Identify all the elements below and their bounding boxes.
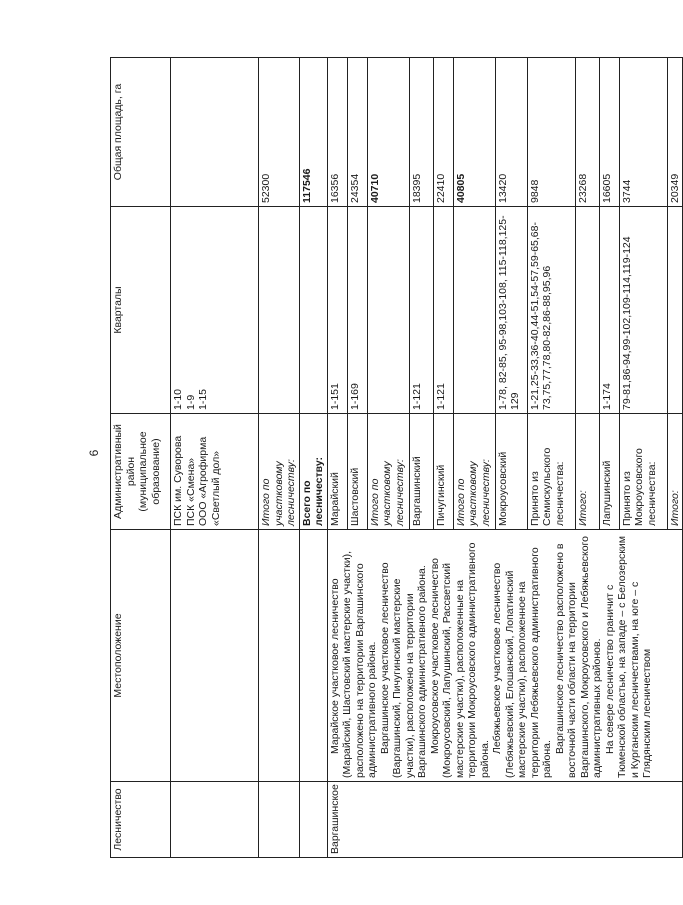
quarters-cell	[575, 207, 599, 414]
area-cell: 20349	[667, 58, 683, 207]
quarters-cell: 1-121	[409, 207, 433, 414]
area-cell: 3744	[619, 58, 667, 207]
table-row	[259, 58, 300, 858]
forestry-name-cell: Варгашинское	[327, 782, 683, 858]
location-cell	[299, 530, 327, 782]
page-number: 6	[87, 449, 101, 457]
header-location: Местоположение	[111, 530, 171, 782]
district-cell: Принято из Мокроусовского лесничества:	[619, 414, 667, 530]
area-cell: 9848	[527, 58, 575, 207]
table-header-row	[111, 58, 171, 858]
area-cell	[171, 58, 259, 207]
header-area: Общая площадь, га	[111, 58, 171, 207]
quarters-cell: 1-10 1-9 1-15	[171, 207, 259, 414]
rotated-table-container	[110, 58, 681, 858]
forestry-cell	[299, 782, 327, 858]
table-row	[327, 58, 347, 858]
quarters-cell	[299, 207, 327, 414]
district-cell: Принято из Семискульского лесничества:	[527, 414, 575, 530]
district-cell: Итого по участковому лесничеству:	[453, 414, 495, 530]
area-cell: 18395	[409, 58, 433, 207]
header-admin-district: Административный район (муниципальное образование)	[111, 414, 171, 530]
area-cell: 40805	[453, 58, 495, 207]
quarters-cell: 1-78, 82-85, 95-98,103-108, 115-118,125-129	[495, 207, 527, 414]
header-quarters: Кварталы	[111, 207, 171, 414]
quarters-cell: 1-121	[433, 207, 453, 414]
location-paragraph: Варгашинское лесничество расположено в восточной части области на территории Варгашинского, Мокроусовского и Лебяжьевского административных районов.	[553, 536, 603, 778]
quarters-cell: 1-174	[599, 207, 619, 414]
table-row	[299, 58, 327, 858]
location-paragraph: На севере лесничество граничит с Тюменской областью, на западе – с Белозерским и Курганским лесничествами, на юге – с Глядянским лесничеством	[603, 536, 653, 778]
quarters-cell: 1-21,25-33,36-40,44-51,54-57,59-65,68-73,75,77,78,80-82,86-88,95,96	[527, 207, 575, 414]
area-cell: 16356	[327, 58, 347, 207]
quarters-cell	[453, 207, 495, 414]
forestry-table-frame	[110, 58, 681, 858]
quarters-cell	[259, 207, 300, 414]
area-cell: 23268	[575, 58, 599, 207]
forestry-cell	[259, 782, 300, 858]
location-paragraph: Варгашинское участковое лесничество (Варгашинский, Пичугинский мастерские участки), расположено на территории Варгашинского административного района.	[378, 562, 428, 778]
quarters-cell: 79-81,86-94,99-102,109-114,119-124	[619, 207, 667, 414]
district-cell: Итого по участковому лесничеству:	[259, 414, 300, 530]
district-cell: Марайский	[327, 414, 347, 530]
location-paragraph: Марайское участковое лесничество (Марайский, Шастовский мастерские участки), расположено на территории Варгашинского административного района.	[328, 551, 378, 778]
location-cell	[171, 530, 259, 782]
district-cell: Пичугинский	[433, 414, 453, 530]
area-cell: 52300	[259, 58, 300, 207]
district-cell: ПСК им. Суворова ПСК «Смена» ООО «Агрофирма «Светлый дол»	[171, 414, 259, 530]
location-description-cell	[327, 530, 683, 782]
district-cell: Шастовский	[347, 414, 367, 530]
area-cell: 117546	[299, 58, 327, 207]
district-cell: Итого:	[667, 414, 683, 530]
area-cell: 24354	[347, 58, 367, 207]
header-forestry: Лесничество	[111, 782, 171, 858]
quarters-cell: 1-151	[327, 207, 347, 414]
district-cell: Всего по лесничеству:	[299, 414, 327, 530]
area-cell: 16605	[599, 58, 619, 207]
quarters-cell	[667, 207, 683, 414]
quarters-cell: 1-169	[347, 207, 367, 414]
forestry-cell	[171, 782, 259, 858]
area-cell: 22410	[433, 58, 453, 207]
quarters-cell	[367, 207, 409, 414]
location-paragraph: Лебяжьевское участковое лесничество (Лебяжьевский, Елошанский, Лопатинский мастерские участки), расположенное на территории Лебяжьевского административного района.	[491, 547, 553, 778]
location-paragraph: Мокроусовское участковое лесничество (Мокроусовский, Лапушинский, Рассветский мастерские участки), расположенные на территории Мокроусовского административного района.	[428, 542, 491, 778]
district-cell: Итого:	[575, 414, 599, 530]
district-cell: Мокроусовский	[495, 414, 527, 530]
district-cell: Варгашинский	[409, 414, 433, 530]
location-cell	[259, 530, 300, 782]
district-cell: Итого по участковому лесничеству:	[367, 414, 409, 530]
table-row	[171, 58, 259, 858]
area-cell: 13420	[495, 58, 527, 207]
forestry-table	[110, 57, 683, 858]
area-cell: 40710	[367, 58, 409, 207]
district-cell: Лапушинский	[599, 414, 619, 530]
